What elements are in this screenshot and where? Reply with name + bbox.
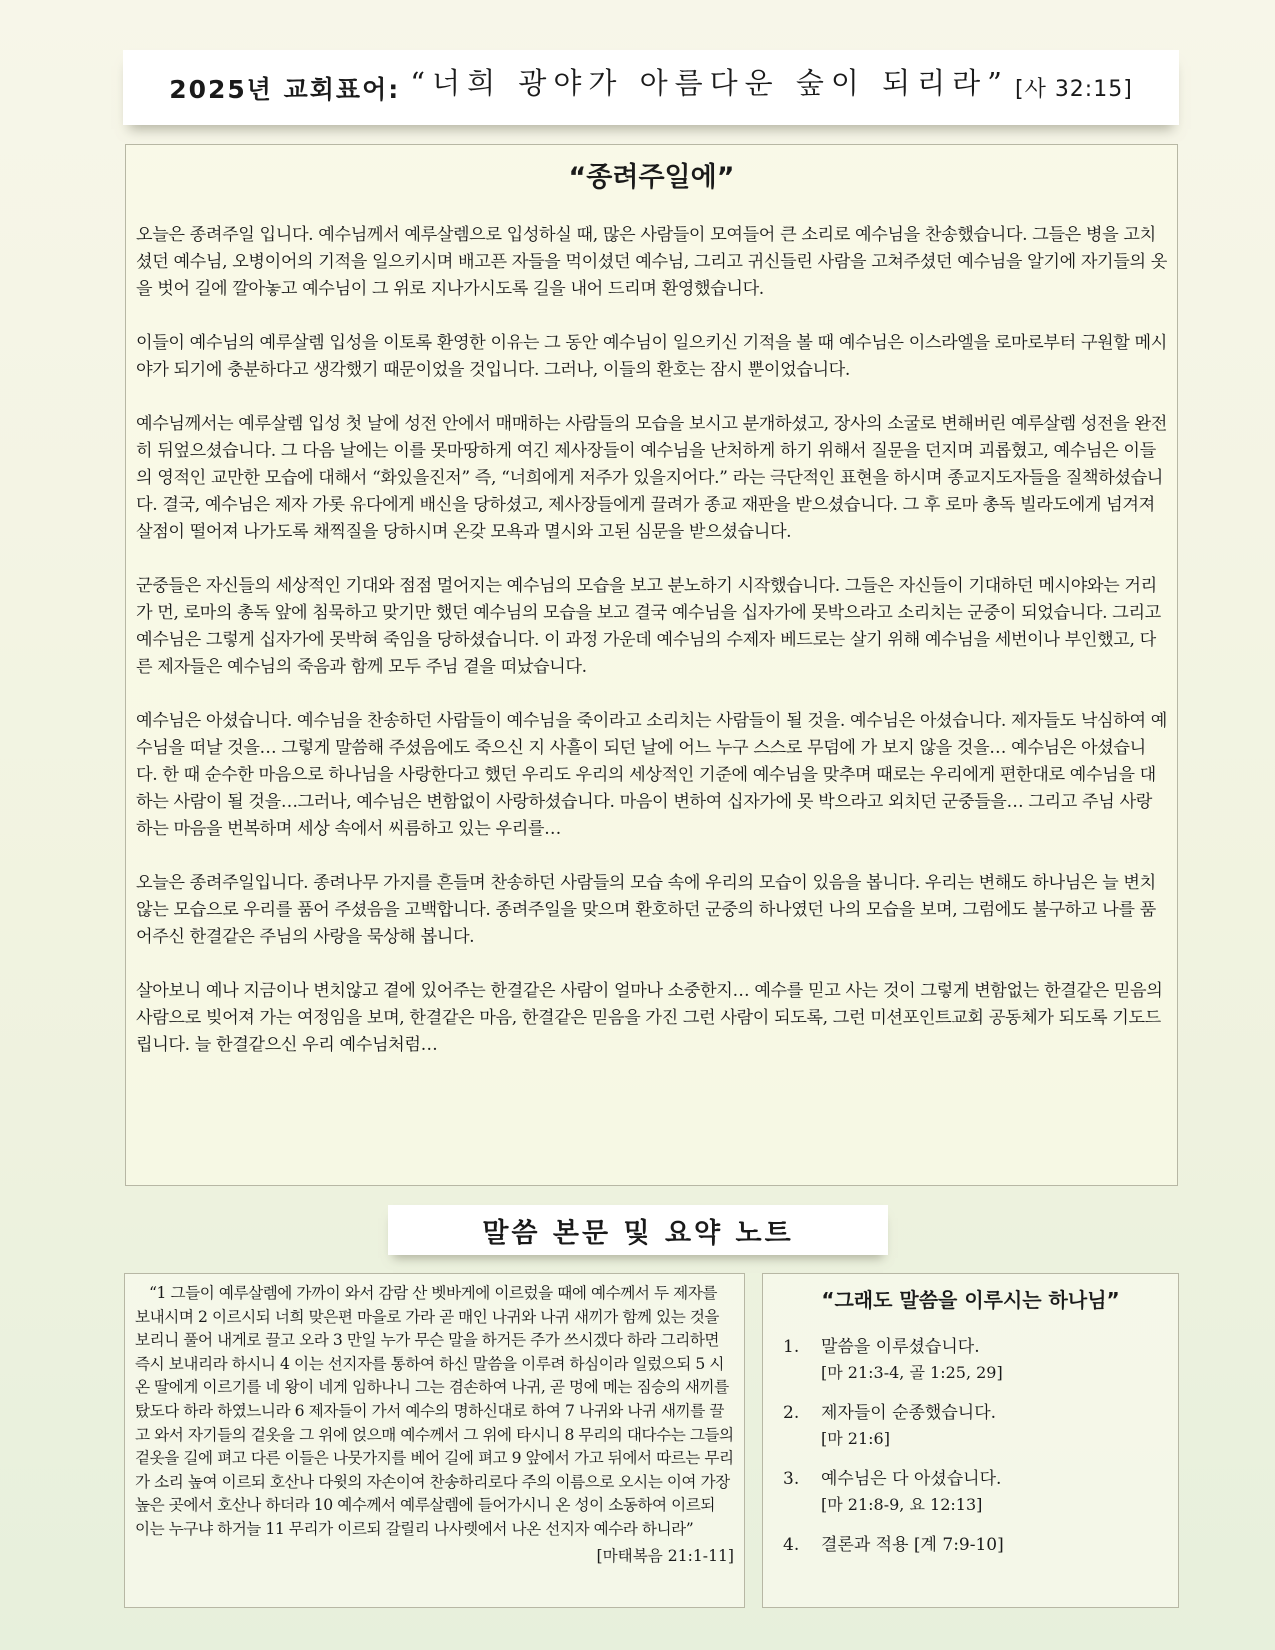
outline-number: 4. (783, 1535, 800, 1555)
essay-paragraph: 오늘은 종려주일 입니다. 예수님께서 예루살렘으로 입성하실 때, 많은 사람들이 모여들어 큰 소리로 예수님을 찬송했습니다. 그들은 병을 고치셨던 예수님, 오병이어의 기적을 일으키시며 배고픈 자들을 먹이셨던 예수님, 그리고 귀신들린 사람을 고쳐주셨던 예수님을 알기에 자기들의 옷을 벗어 길에 깔아놓고 예수님이 그 위로 지나가시도록 길을 내어 드리며 환영했습니다. (136, 225, 1167, 299)
outline-reference: [마 21:3-4, 골 1:25, 29] (821, 1363, 1003, 1382)
motto-banner (123, 50, 1179, 125)
outline-item (773, 1399, 1168, 1451)
motto-year-label: 2025년 교회표어: (169, 74, 401, 104)
essay-paragraph: 오늘은 종려주일입니다. 종려나무 가지를 흔들며 찬송하던 사람들의 모습 속에 우리의 모습이 있음을 봅니다. 우리는 변해도 하나님은 늘 변치 않는 모습으로 우리를 품어 주셨음을 고백합니다. 종려주일을 맞으며 환호하던 군중의 하나였던 나의 모습을 보며, 그럼에도 불구하고 나를 품어주신 한결같은 주님의 사랑을 묵상해 봅니다. (136, 873, 1156, 947)
outline-item (773, 1465, 1168, 1517)
outline-reference: [마 21:6] (821, 1429, 890, 1448)
outline-point: 예수님은 다 아셨습니다. (821, 1469, 1002, 1489)
outline-reference: [마 21:8-9, 요 12:13] (821, 1495, 983, 1514)
essay-paragraph: 예수님께서는 예루살렘 입성 첫 날에 성전 안에서 매매하는 사람들의 모습을 보시고 분개하셨고, 장사의 소굴로 변해버린 예루살렘 성전을 완전히 뒤엎으셨습니다. 그 다음 날에는 이를 못마땅하게 여긴 제사장들이 예수님을 난처하게 하기 위해서 질문을 던지며 괴롭혔고, 예수님은 이들의 영적인 교만한 모습에 대해서 “화있을진저” 즉, “너희에게 저주가 있을지어다.” 라는 극단적인 표현을 하시며 종교지도자들을 질책하셨습니다. 결국, 예수님은 제자 가롯 유다에게 배신을 당하셨고, 제사장들에게 끌려가 종교 재판을 받으셨습니다. 그 후 로마 총독 빌라도에게 넘겨져 살점이 떨어져 나가도록 채찍질을 당하시며 온갖 모욕과 멸시와 고된 심문을 받으셨습니다. (136, 414, 1167, 542)
essay-paragraph: 군중들은 자신들의 세상적인 기대와 점점 멀어지는 예수님의 모습을 보고 분노하기 시작했습니다. 그들은 자신들이 기대하던 메시야와는 거리가 먼, 로마의 총독 앞에 침묵하고 맞기만 했던 예수님의 모습을 보고 결국 예수님을 십자가에 못박으라고 소리치는 군중이 되었습니다. 그리고 예수님은 그렇게 십자가에 못박혀 죽임을 당하셨습니다. 이 과정 가운데 예수님의 수제자 베드로는 살기 위해 예수님을 세번이나 부인했고, 다른 제자들은 예수님의 죽음과 함께 모두 주님 곁을 떠났습니다. (136, 576, 1161, 677)
outline-point: 결론과 적용 [계 7:9-10] (821, 1535, 1004, 1555)
scripture-text: “1 그들이 예루살렘에 가까이 와서 감람 산 벳바게에 이르렀을 때에 예수께서 두 제자를 보내시며 2 이르시되 너희 맞은편 마을로 가라 곧 매인 나귀와 나귀 새끼가 함께 있는 것을 보리니 풀어 내게로 끌고 오라 3 만일 누가 무슨 말을 하거든 주가 쓰시겠다 하라 그리하면 즉시 보내리라 하시니 4 이는 선지자를 통하여 하신 말씀을 이루려 하심이라 일렀으되 5 시온 딸에게 이르기를 네 왕이 네게 임하나니 그는 겸손하여 나귀, 곧 멍에 메는 짐승의 새끼를 탔도다 하라 하였느니라 6 제자들이 가서 예수의 명하신대로 하여 7 나귀와 나귀 새끼를 끌고 와서 자기들의 겉옷을 그 위에 얹으매 예수께서 그 위에 타시니 8 무리의 대다수는 그들의 겉옷을 길에 펴고 다른 이들은 나뭇가지를 베어 길에 펴고 9 앞에서 가고 뒤에서 따르는 무리가 소리 높여 이르되 호산나 다윗의 자손이여 찬송하리로다 주의 이름으로 오시는 이여 가장 높은 곳에서 호산나 하더라 10 예수께서 예루살렘에 들어가시니 온 성이 소동하여 이르되 이는 누구냐 하거늘 11 무리가 이르되 갈릴리 나사렛에서 나온 선지자 예수라 하니라” (135, 1284, 734, 1538)
section-title: 말씀 본문 및 요약 노트 (388, 1205, 888, 1255)
scripture-source: [마태복음 21:1-11] (596, 1546, 734, 1565)
essay-paragraph: 예수님은 아셨습니다. 예수님을 찬송하던 사람들이 예수님을 죽이라고 소리치는 사람들이 될 것을. 예수님은 아셨습니다. 제자들도 낙심하여 예수님을 떠날 것을… 그렇게 말씀해 주셨음에도 죽으신 지 사흘이 되던 날에 어느 누구 스스로 무덤에 가 보지 않을 것을… 예수님은 아셨습니다. 한 때 순수한 마음으로 하나님을 사랑한다고 했던 우리도 우리의 세상적인 기준에 예수님을 맞추며 때로는 우리에게 편한대로 예수님을 대하는 사람이 될 것을…그러나, 예수님은 변함없이 사랑하셨습니다. 마음이 변하여 십자가에 못 박으라고 외치던 군중들을… 그리고 주님 사랑하는 마음을 번복하며 세상 속에서 씨름하고 있는 우리를… (136, 711, 1167, 839)
outline-number: 1. (783, 1337, 800, 1357)
sermon-outline-box (762, 1273, 1179, 1608)
essay-paragraph: 이들이 예수님의 예루살렘 입성을 이토록 환영한 이유는 그 동안 예수님이 일으키신 기적을 볼 때 예수님은 이스라엘을 로마로부터 구원할 메시야가 되기에 충분하다고 생각했기 때문이었을 것입니다. 그러나, 이들의 환호는 잠시 뿐이었습니다. (136, 333, 1167, 380)
essay-title: “종려주일에” (568, 162, 735, 193)
sermon-title: “그래도 말씀을 이루시는 하나님” (821, 1288, 1120, 1312)
outline-point: 말씀을 이루셨습니다. (821, 1337, 980, 1357)
outline-number: 3. (783, 1469, 800, 1489)
motto-text: “너희 광야가 아름다운 숲이 되리라” (410, 66, 1009, 100)
motto-reference: [사 32:15] (1014, 77, 1133, 102)
essay-box (125, 144, 1178, 1186)
outline-item (773, 1333, 1168, 1385)
outline-item (773, 1531, 1168, 1559)
outline-point: 제자들이 순종했습니다. (821, 1403, 997, 1423)
essay-paragraph: 살아보니 예나 지금이나 변치않고 곁에 있어주는 한결같은 사람이 얼마나 소중한지… 예수를 믿고 사는 것이 그렇게 변함없는 한결같은 믿음의 사람으로 빚어져 가는 여정임을 보며, 한결같은 마음, 한결같은 믿음을 가진 그런 사람이 되도록, 그런 미션포인트교회 공동체가 되도록 기도드립니다. 늘 한결같으신 우리 예수님처럼… (136, 981, 1163, 1055)
scripture-box (124, 1273, 745, 1608)
outline-number: 2. (783, 1403, 800, 1423)
